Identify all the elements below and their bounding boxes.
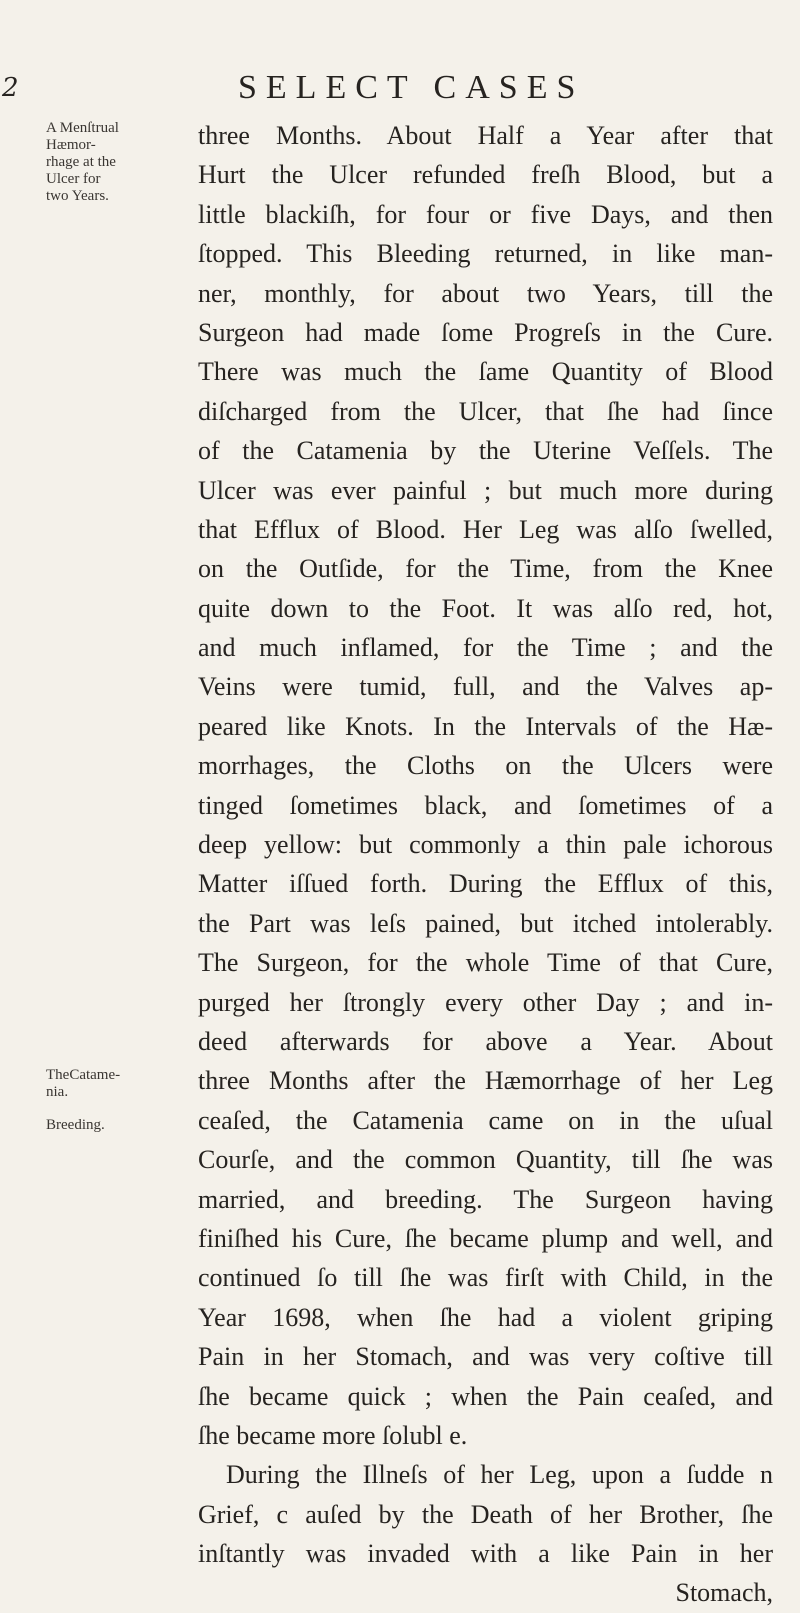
running-head: SELECT CASES xyxy=(238,69,585,106)
body-line: purged her ſtrongly every other Day ; and in- xyxy=(198,987,773,1017)
body-line: that Efflux of Blood. Her Leg was alſo ſwelled, xyxy=(198,514,773,544)
catchword: Stomach, xyxy=(675,1578,773,1608)
margin-note-breeding xyxy=(46,1117,196,1134)
body-line: three Months. About Half a Year after that xyxy=(198,121,773,150)
page-number: 2 xyxy=(2,73,19,103)
body-line: ſhe became more ſolubl e. xyxy=(198,1420,468,1450)
body-text xyxy=(198,116,773,1613)
margin-note-line: rhage at the xyxy=(46,154,116,170)
margin-note-catamenia xyxy=(46,1067,196,1101)
body-line: diſcharged from the Ulcer, that ſhe had ſince xyxy=(198,396,773,426)
margin-note-line: nia. xyxy=(46,1084,69,1100)
body-line: quite down to the Foot. It was alſo red, hot, xyxy=(198,593,773,623)
body-line: Hurt the Ulcer refunded freſh Blood, but a xyxy=(198,160,773,190)
body-line: There was much the ſame Quantity of Blood xyxy=(198,357,773,387)
margin-note-line: Ulcer for xyxy=(46,171,101,187)
body-line: Veins were tumid, full, and the Valves ap- xyxy=(198,672,773,702)
body-line: During the Illneſs of her Leg, upon a ſudde n xyxy=(226,1460,773,1490)
margin-note-line: TheCatame- xyxy=(46,1067,121,1083)
body-line: tinged ſometimes black, and ſometimes of a xyxy=(198,790,773,820)
body-line: Surgeon had made ſome Progreſs in the Cure. xyxy=(198,317,773,347)
body-line: ſtopped. This Bleeding returned, in like man- xyxy=(198,239,773,269)
body-line: deed afterwards for above a Year. About xyxy=(198,1026,773,1056)
body-line: Year 1698, when ſhe had a violent griping xyxy=(198,1302,773,1332)
body-line: and much inflamed, for the Time ; and the xyxy=(198,633,773,663)
body-line: ſhe became quick ; when the Pain ceaſed, and xyxy=(198,1381,773,1411)
body-line: morrhages, the Cloths on the Ulcers were xyxy=(198,751,773,781)
margin-note-line: two Years. xyxy=(46,188,109,204)
body-line: peared like Knots. In the Intervals of the Hæ- xyxy=(198,711,773,741)
margin-note-menstrual-haemorrhage xyxy=(46,120,196,205)
body-line: of the Catamenia by the Uterine Veſſels. The xyxy=(198,436,773,466)
body-line: Grief, c auſed by the Death of her Brother, ſhe xyxy=(198,1499,773,1529)
body-line: ceaſed, the Catamenia came on in the uſual xyxy=(198,1105,773,1135)
body-line: finiſhed his Cure, ſhe became plump and well, and xyxy=(198,1223,773,1253)
body-line: three Months after the Hæmorrhage of her Leg xyxy=(198,1066,773,1096)
body-line: married, and breeding. The Surgeon having xyxy=(198,1184,773,1214)
body-line: inſtantly was invaded with a like Pain in her xyxy=(198,1539,773,1569)
body-line: Ulcer was ever painful ; but much more during xyxy=(198,475,773,505)
margin-note-line: Breeding. xyxy=(46,1117,105,1133)
body-line: ner, monthly, for about two Years, till the xyxy=(198,278,773,308)
body-line: the Part was leſs pained, but itched intolerably. xyxy=(198,908,773,938)
body-line: deep yellow: but commonly a thin pale ichorous xyxy=(198,830,773,860)
margin-note-line: Hæmor- xyxy=(46,137,96,153)
body-line: little blackiſh, for four or five Days, and then xyxy=(198,199,773,229)
body-line: continued ſo till ſhe was firſt with Child, in the xyxy=(198,1263,773,1293)
body-line: Courſe, and the common Quantity, till ſhe was xyxy=(198,1145,773,1175)
body-line: on the Outſide, for the Time, from the Knee xyxy=(198,554,773,584)
body-line: The Surgeon, for the whole Time of that Cure, xyxy=(198,948,773,978)
body-line: Matter iſſued forth. During the Efflux of this, xyxy=(198,869,773,899)
body-line: Pain in her Stomach, and was very coſtive till xyxy=(198,1342,773,1372)
margin-note-line: A Menſtrual xyxy=(46,120,119,136)
